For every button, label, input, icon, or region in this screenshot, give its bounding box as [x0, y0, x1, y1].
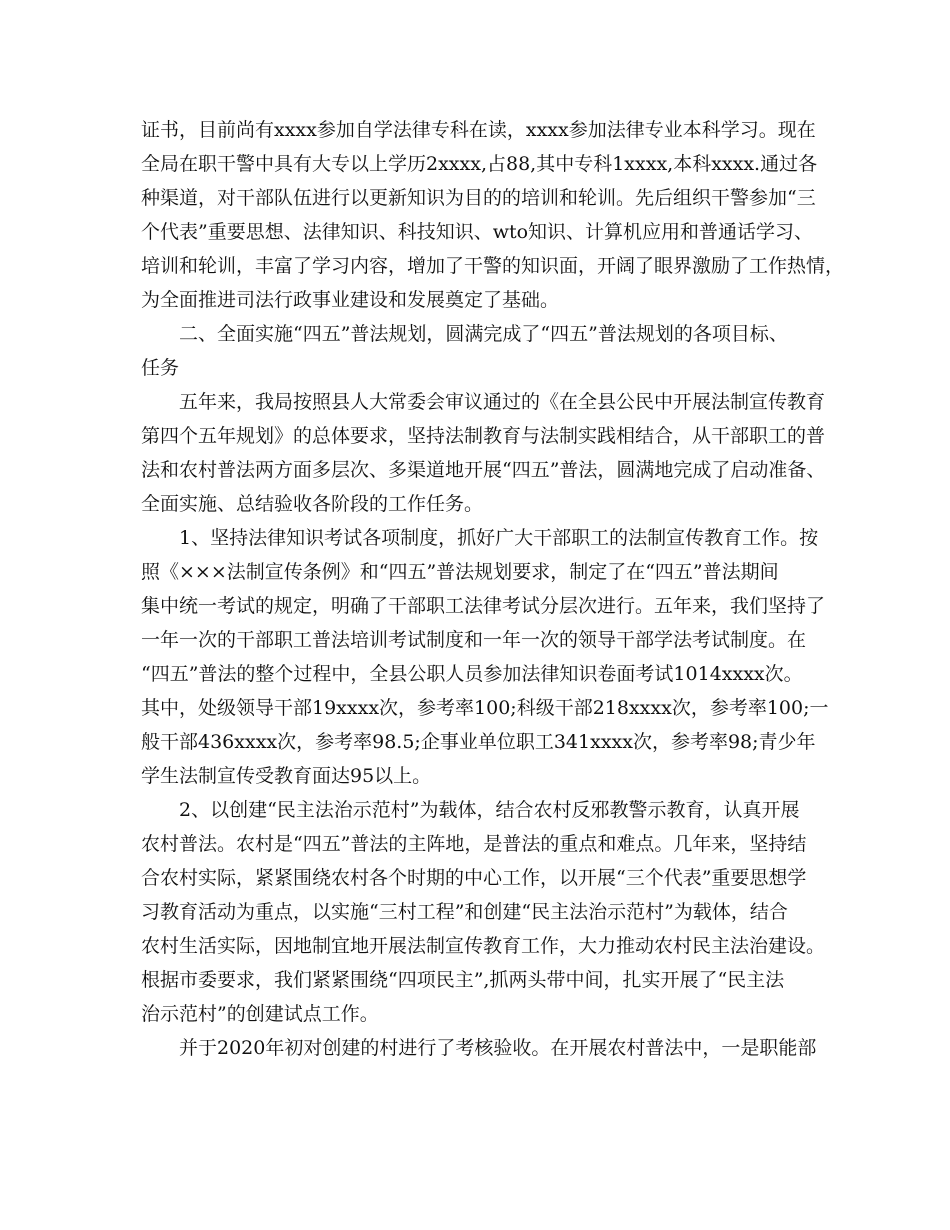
text-line: 并于2020年初对创建的村进行了考核验收。在开展农村普法中，一是职能部	[179, 1037, 817, 1059]
text-line: 任务	[141, 357, 180, 379]
text-line: 合农村实际，紧紧围绕农村各个时期的中心工作，以开展“三个代表”重要思想学	[141, 867, 807, 889]
text-line: 其中，处级领导干部19xxxx次，参考率100;科级干部218xxxx次，参考率100;一	[141, 697, 829, 719]
text-line: 学生法制宣传受教育面达95以上。	[141, 765, 432, 787]
text-line: 二、全面实施“四五”普法规划，圆满完成了“四五”普法规划的各项目标、	[179, 323, 788, 345]
text-line: 种渠道，对干部队伍进行以更新知识为目的的培训和轮训。先后组织干警参加“三	[141, 187, 816, 209]
text-line: 般干部436xxxx次，参考率98.5;企事业单位职工341xxxx次，参考率98;青少年	[141, 731, 816, 753]
text-line: 习教育活动为重点，以实施“三村工程”和创建“民主法治示范村”为载体，结合	[141, 901, 788, 923]
text-line: 证书，目前尚有xxxx参加自学法律专科在读，xxxx参加法律专业本科学习。现在	[141, 119, 816, 141]
text-line: 2、以创建“民主法治示范村”为载体，结合农村反邪教警示教育，认真开展	[179, 799, 800, 821]
text-line: 全面实施、总结验收各阶段的工作任务。	[141, 493, 484, 515]
text-line: 培训和轮训，丰富了学习内容，增加了干警的知识面，开阔了眼界激励了工作热情，	[141, 255, 845, 277]
text-line: 第四个五年规划》的总体要求，坚持法制教育与法制实践相结合，从干部职工的普	[141, 425, 826, 447]
text-line: 为全面推进司法行政事业建设和发展奠定了基础。	[141, 289, 560, 311]
text-line: 集中统一考试的规定，明确了干部职工法律考试分层次进行。五年来，我们坚持了	[141, 595, 826, 617]
text-line: 五年来，我局按照县人大常委会审议通过的《在全县公民中开展法制宣传教育	[179, 391, 826, 413]
text-line: 照《×××法制宣传条例》和“四五”普法规划要求，制定了在“四五”普法期间	[141, 561, 779, 583]
text-line: 一年一次的干部职工普法培训考试制度和一年一次的领导干部学法考试制度。在	[141, 629, 807, 651]
text-line: 法和农村普法两方面多层次、多渠道地开展“四五”普法，圆满地完成了启动准备、	[141, 459, 826, 481]
text-line: 个代表”重要思想、法律知识、科技知识、wto知识、计算机应用和普通话学习、	[141, 221, 814, 243]
text-line: 农村生活实际，因地制宜地开展法制宣传教育工作，大力推动农村民主法治建设。	[141, 935, 826, 957]
text-line: 农村普法。农村是“四五”普法的主阵地，是普法的重点和难点。几年来，坚持结	[141, 833, 807, 855]
text-line: 1、坚持法律知识考试各项制度，抓好广大干部职工的法制宣传教育工作。按	[179, 527, 819, 549]
text-line: 治示范村”的创建试点工作。	[141, 1003, 379, 1025]
text-line: 全局在职干警中具有大专以上学历2xxxx,占88,其中专科1xxxx,本科xxxx.通过各	[141, 153, 818, 175]
text-line: 根据市委要求，我们紧紧围绕“四项民主”,抓两头带中间，扎实开展了“民主法	[141, 969, 785, 991]
text-line: “四五”普法的整个过程中，全县公职人员参加法律知识卷面考试1014xxxx次。	[141, 663, 803, 685]
document-body	[141, 113, 845, 1065]
